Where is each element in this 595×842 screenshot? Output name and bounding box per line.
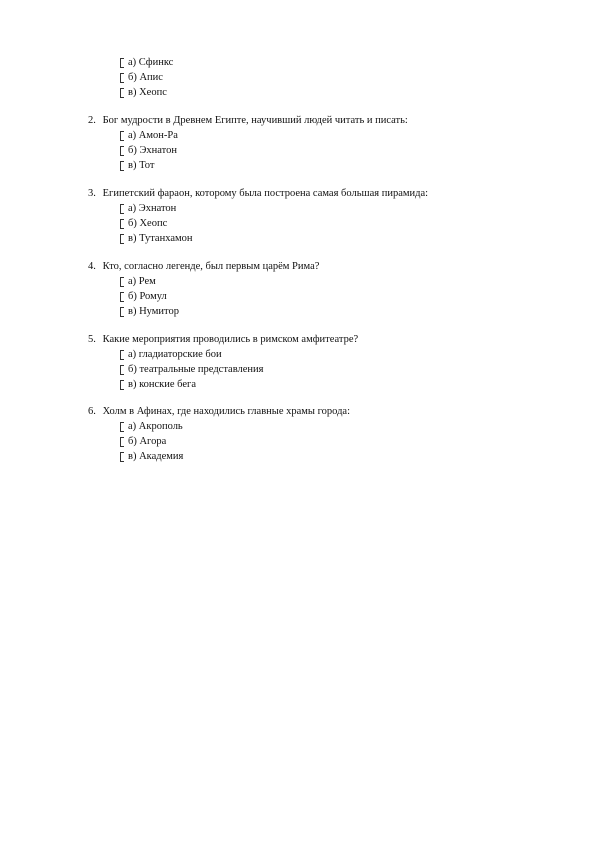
checkbox-icon[interactable] — [120, 422, 124, 432]
checkbox-icon[interactable] — [120, 161, 124, 171]
checkbox-icon[interactable] — [120, 437, 124, 447]
checkbox-icon[interactable] — [120, 131, 124, 141]
option-label: а) Сфинкс — [128, 57, 174, 68]
answer-option[interactable] — [120, 217, 167, 231]
option-label: в) Тот — [128, 160, 155, 171]
question-number: 2. — [88, 115, 96, 126]
question-text — [88, 260, 319, 274]
checkbox-icon[interactable] — [120, 146, 124, 156]
answer-option[interactable] — [120, 202, 176, 216]
question-number: 4. — [88, 261, 96, 272]
answer-option[interactable] — [120, 129, 178, 143]
option-label: а) Рем — [128, 276, 156, 287]
option-label: б) Ромул — [128, 291, 167, 302]
answer-option[interactable] — [120, 275, 156, 289]
question-label: Кто, согласно легенде, был первым царём Рима? — [102, 261, 320, 272]
answer-option[interactable] — [120, 232, 193, 246]
option-label: а) гладиаторские бои — [128, 349, 222, 360]
question-text — [88, 114, 408, 128]
option-label: б) Апис — [128, 72, 163, 83]
question-text — [88, 333, 358, 347]
question-label: Бог мудрости в Древнем Египте, научивший людей читать и писать: — [102, 115, 408, 126]
answer-option[interactable] — [120, 378, 196, 392]
option-label: а) Акрополь — [128, 421, 183, 432]
question-number: 5. — [88, 334, 96, 345]
option-label: а) Эхнатон — [128, 203, 177, 214]
checkbox-icon[interactable] — [120, 307, 124, 317]
checkbox-icon[interactable] — [120, 204, 124, 214]
option-label: в) конские бега — [128, 379, 197, 390]
option-label: в) Тутанхамон — [128, 233, 193, 244]
answer-option[interactable] — [120, 435, 166, 449]
checkbox-icon[interactable] — [120, 219, 124, 229]
option-label: в) Академия — [128, 451, 184, 462]
checkbox-icon[interactable] — [120, 350, 124, 360]
question-number: 3. — [88, 188, 96, 199]
checkbox-icon[interactable] — [120, 380, 124, 390]
answer-option[interactable] — [120, 56, 173, 70]
answer-option[interactable] — [120, 86, 167, 100]
checkbox-icon[interactable] — [120, 234, 124, 244]
answer-option[interactable] — [120, 144, 177, 158]
option-label: в) Нумитор — [128, 306, 179, 317]
answer-option[interactable] — [120, 348, 222, 362]
answer-option[interactable] — [120, 363, 264, 377]
question-label: Холм в Афинах, где находились главные храмы города: — [102, 406, 351, 417]
checkbox-icon[interactable] — [120, 58, 124, 68]
question-label: Какие мероприятия проводились в римском амфитеатре? — [102, 334, 359, 345]
question-label: Египетский фараон, которому была построена самая большая пирамида: — [102, 188, 429, 199]
answer-option[interactable] — [120, 420, 183, 434]
option-label: б) Хеопс — [128, 218, 168, 229]
option-label: в) Хеопс — [128, 87, 167, 98]
answer-option[interactable] — [120, 450, 183, 464]
question-text — [88, 187, 428, 201]
checkbox-icon[interactable] — [120, 452, 124, 462]
question-number: 6. — [88, 406, 96, 417]
answer-option[interactable] — [120, 305, 179, 319]
option-label: б) театральные представления — [128, 364, 264, 375]
checkbox-icon[interactable] — [120, 73, 124, 83]
answer-option[interactable] — [120, 159, 154, 173]
question-text — [88, 405, 350, 419]
checkbox-icon[interactable] — [120, 292, 124, 302]
option-label: б) Агора — [128, 436, 167, 447]
option-label: а) Амон-Ра — [128, 130, 178, 141]
checkbox-icon[interactable] — [120, 365, 124, 375]
option-label: б) Эхнатон — [128, 145, 177, 156]
answer-option[interactable] — [120, 71, 163, 85]
checkbox-icon[interactable] — [120, 88, 124, 98]
answer-option[interactable] — [120, 290, 167, 304]
checkbox-icon[interactable] — [120, 277, 124, 287]
